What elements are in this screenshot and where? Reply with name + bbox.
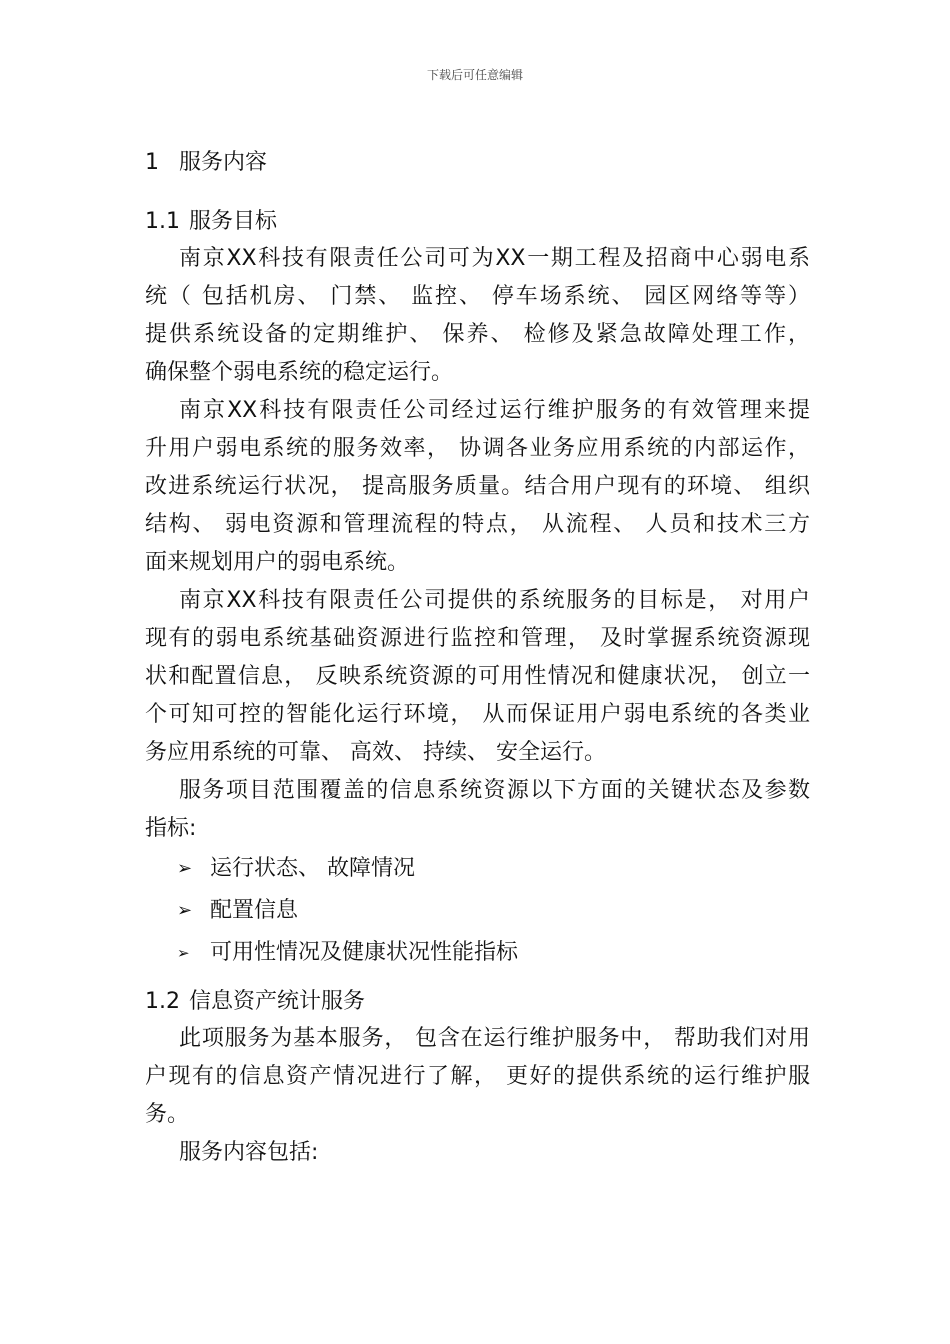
section-title: 服务目标 bbox=[189, 209, 278, 234]
text-line: 服务项目范围覆盖的信息系统资源以下方面的关键状态及参数 bbox=[179, 778, 810, 803]
section-title: 信息资产统计服务 bbox=[189, 989, 366, 1014]
text-line: 务。 bbox=[145, 1102, 190, 1127]
section-number: 1.1 bbox=[145, 209, 180, 234]
text-line: 确保整个弱电系统的稳定运行。 bbox=[145, 360, 454, 385]
list-item bbox=[145, 848, 810, 890]
text-line: 南京XX科技有限责任公司可为XX一期工程及招商中心弱电系 bbox=[179, 246, 810, 271]
text-line: 结构、 弱电资源和管理流程的特点， 从流程、 人员和技术三方 bbox=[145, 512, 810, 537]
text-line: 个可知可控的智能化运行环境， 从而保证用户弱电系统的各类业 bbox=[145, 702, 810, 727]
paragraph-service-content bbox=[145, 1134, 810, 1172]
text-line: 户现有的信息资产情况进行了解， 更好的提供系统的运行维护服 bbox=[145, 1064, 810, 1089]
section-1-2-heading bbox=[145, 984, 810, 1020]
text-line: 南京XX科技有限责任公司提供的系统服务的目标是， 对用户 bbox=[179, 588, 810, 613]
section-1-heading bbox=[145, 140, 810, 186]
list-item-text: 可用性情况及健康状况性能指标 bbox=[210, 940, 519, 965]
section-1-1-heading bbox=[145, 204, 810, 240]
list-item bbox=[145, 890, 810, 932]
paragraph-management bbox=[145, 392, 810, 582]
text-line: 面来规划用户的弱电系统。 bbox=[145, 550, 410, 575]
text-line: 指标: bbox=[145, 816, 197, 841]
text-line: 状和配置信息， 反映系统资源的可用性情况和健康状况， 创立一 bbox=[145, 664, 810, 689]
text-line: 南京XX科技有限责任公司经过运行维护服务的有效管理来提 bbox=[179, 398, 810, 423]
text-line: 升用户弱电系统的服务效率， 协调各业务应用系统的内部运作， bbox=[145, 436, 810, 461]
text-line: 服务内容包括: bbox=[179, 1140, 319, 1165]
list-item bbox=[145, 932, 810, 974]
section-number: 1.2 bbox=[145, 989, 180, 1014]
text-line: 提供系统设备的定期维护、 保养、 检修及紧急故障处理工作， bbox=[145, 322, 810, 347]
page-header: 下载后可任意编辑 bbox=[426, 68, 523, 82]
arrow-bullet-icon: ➢ bbox=[177, 900, 193, 921]
list-item-text: 配置信息 bbox=[210, 898, 299, 923]
paragraph-asset-stats bbox=[145, 1020, 810, 1134]
text-line: 改进系统运行状况， 提高服务质量。结合用户现有的环境、 组织 bbox=[145, 474, 810, 499]
paragraph-goal bbox=[145, 582, 810, 772]
text-line: 务应用系统的可靠、 高效、 持续、 安全运行。 bbox=[145, 740, 606, 765]
metrics-bullet-list bbox=[145, 848, 810, 974]
text-line: 统（ 包括机房、 门禁、 监控、 停车场系统、 园区网络等等） bbox=[145, 284, 810, 309]
paragraph-scope-metrics bbox=[145, 772, 810, 848]
text-line: 此项服务为基本服务， 包含在运行维护服务中， 帮助我们对用 bbox=[179, 1026, 810, 1051]
paragraph-service-scope bbox=[145, 240, 810, 392]
arrow-bullet-icon: ➢ bbox=[177, 944, 190, 962]
list-item-text: 运行状态、 故障情况 bbox=[210, 856, 415, 881]
section-title: 服务内容 bbox=[179, 150, 268, 175]
arrow-bullet-icon: ➢ bbox=[177, 858, 193, 879]
text-line: 现有的弱电系统基础资源进行监控和管理， 及时掌握系统资源现 bbox=[145, 626, 810, 651]
section-number: 1 bbox=[145, 150, 159, 175]
document-body bbox=[145, 140, 810, 1172]
